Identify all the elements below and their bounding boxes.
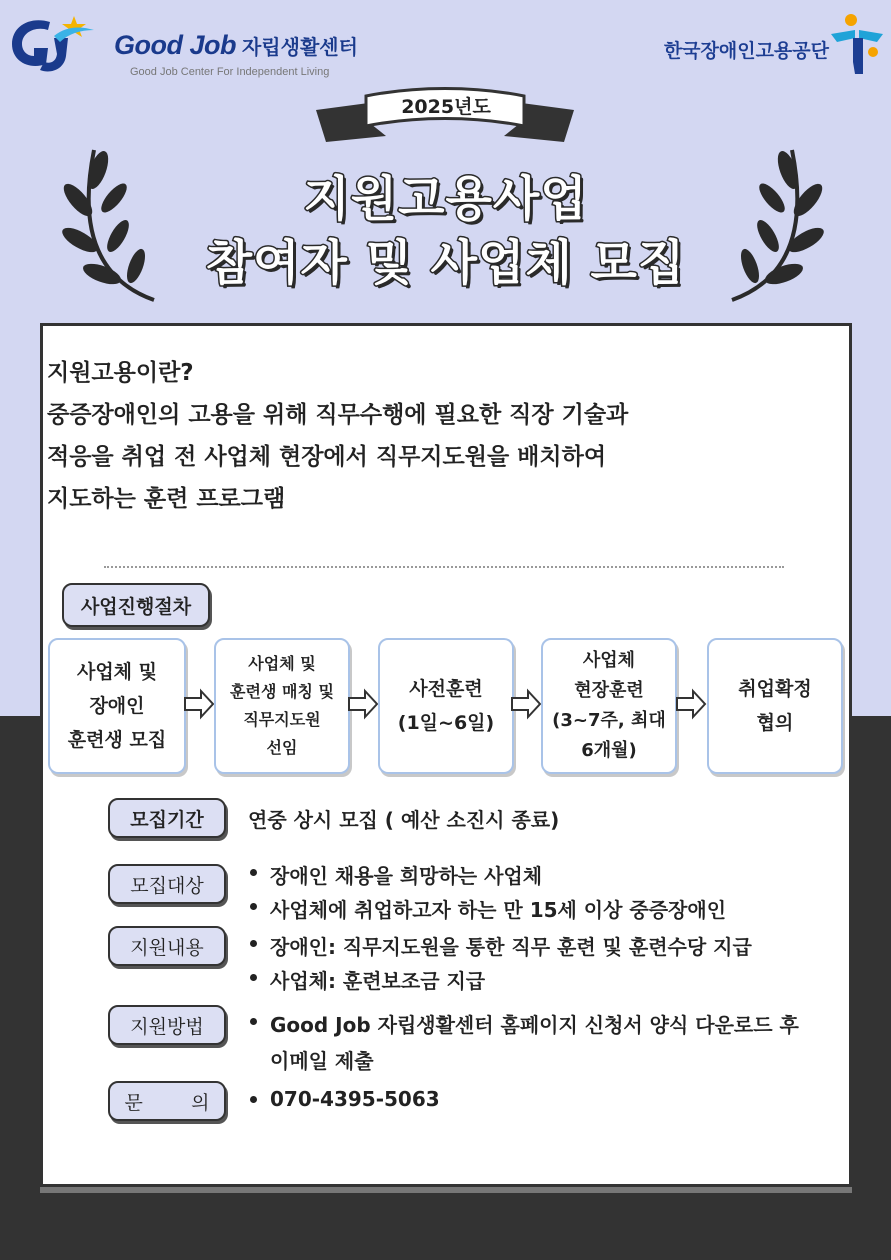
target-label: 모집대상	[108, 864, 226, 904]
dotted-divider	[104, 566, 784, 568]
method-item: 이메일 제출	[270, 1049, 374, 1073]
step-text: 사전훈련 (1일~6일)	[397, 678, 495, 734]
process-step	[214, 638, 350, 774]
bullet-icon	[250, 940, 257, 947]
support-item: 장애인: 직무지도원을 통한 직무 훈련 및 훈련수당 지급	[270, 935, 752, 959]
logo-subtitle: Good Job Center For Independent Living	[130, 66, 330, 78]
contact-phone[interactable]: 070-4395-5063	[270, 1087, 440, 1111]
main-title-line1: 지원고용사업	[303, 171, 588, 227]
main-title-line2: 참여자 및 사업체 모집	[205, 235, 686, 291]
good-job-logo[interactable]	[10, 12, 380, 76]
arrow-right-icon	[510, 688, 542, 720]
intro-question: 지원고용이란?	[47, 360, 194, 386]
bullet-icon	[250, 1018, 257, 1025]
process-step	[707, 638, 843, 774]
bullet-icon	[250, 903, 257, 910]
logo-brand: Good Job	[114, 30, 236, 60]
gj-logo-icon	[10, 12, 96, 76]
arrow-right-icon	[347, 688, 379, 720]
step-text: 사업체 및 훈련생 매칭 및 직무지도원 선임	[230, 654, 334, 757]
arrow-right-icon	[675, 688, 707, 720]
period-text: 연중 상시 모집 ( 예산 소진시 종료)	[248, 808, 560, 832]
step-text: 취업확정 협의	[738, 678, 812, 734]
intro-line: 적응을 취업 전 사업체 현장에서 직무지도원을 배치하여	[47, 444, 607, 470]
arrow-right-icon	[183, 688, 215, 720]
target-item: 장애인 채용을 희망하는 사업체	[270, 864, 543, 888]
target-item: 사업체에 취업하고자 하는 만 15세 이상 중증장애인	[270, 898, 727, 922]
method-item: Good Job 자립생활센터 홈페이지 신청서 양식 다운로드 후	[270, 1013, 799, 1037]
year-label: 2025년도	[401, 96, 491, 118]
intro-section	[47, 352, 628, 520]
intro-line: 중증장애인의 고용을 위해 직무수행에 필요한 직장 기술과	[47, 402, 629, 428]
contact-label: 문 의	[108, 1081, 226, 1121]
kead-logo-icon	[829, 12, 885, 76]
bullet-icon	[250, 974, 257, 981]
intro-line: 지도하는 훈련 프로그램	[47, 486, 286, 512]
support-label: 지원내용	[108, 926, 226, 966]
kead-logo[interactable]	[625, 12, 885, 76]
step-text: 사업체 현장훈련 (3~7주, 최대 6개월)	[552, 650, 666, 761]
process-label: 사업진행절차	[62, 583, 210, 627]
bullet-icon	[250, 1096, 257, 1103]
panel-shadow	[40, 1187, 852, 1193]
period-label: 모집기간	[108, 798, 226, 838]
step-text: 사업체 및 장애인 훈련생 모집	[67, 661, 167, 751]
process-step	[378, 638, 514, 774]
support-item: 사업체: 훈련보조금 지급	[270, 969, 486, 993]
logo-center-name: 자립생활센터	[241, 35, 358, 59]
method-label: 지원방법	[108, 1005, 226, 1045]
process-step	[541, 638, 677, 774]
partner-name: 한국장애인고용공단	[663, 40, 829, 62]
bullet-icon	[250, 869, 257, 876]
process-step	[48, 638, 186, 774]
logo-title	[114, 30, 358, 61]
